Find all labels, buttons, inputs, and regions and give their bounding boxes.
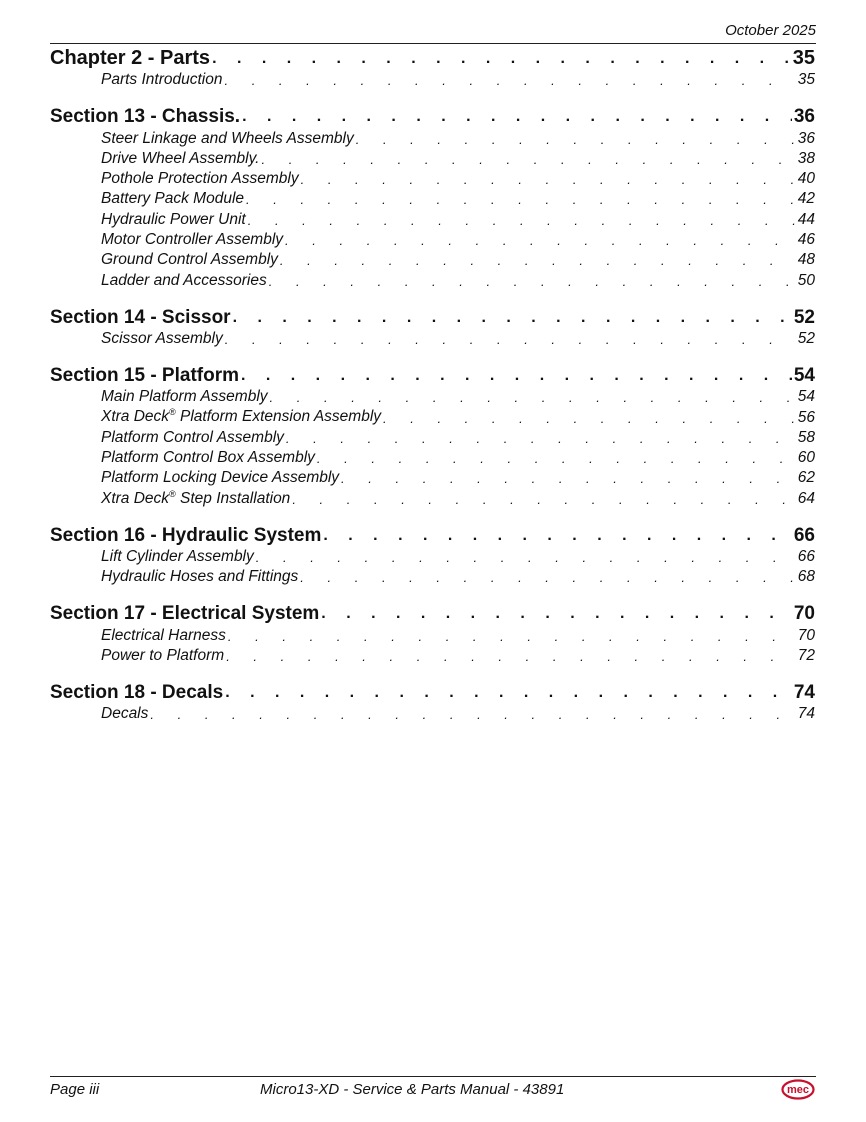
- toc-entry[interactable]: Xtra Deck® Step Installation . . . 64: [50, 488, 815, 508]
- toc-section-heading[interactable]: Section 13 - Chassis. . . . 36: [50, 105, 815, 128]
- toc-entry[interactable]: Electrical Harness . . . 70: [50, 625, 815, 645]
- toc-entry[interactable]: Hydraulic Power Unit . . . 44: [50, 209, 815, 229]
- toc-entry[interactable]: Ground Control Assembly . . . 48: [50, 250, 815, 270]
- toc-entry[interactable]: Platform Control Assembly . . . 58: [50, 428, 815, 448]
- toc-entry[interactable]: Hydraulic Hoses and Fittings . . . 68: [50, 567, 815, 587]
- toc-entry[interactable]: Parts Introduction . . . 35: [50, 70, 815, 90]
- toc-section-14: [50, 306, 815, 349]
- toc-entry[interactable]: Motor Controller Assembly . . . 46: [50, 230, 815, 250]
- toc-section-18: [50, 681, 815, 724]
- toc-section-heading[interactable]: Section 14 - Scissor . . . 52: [50, 306, 815, 329]
- toc-entry[interactable]: Battery Pack Module . . . 42: [50, 189, 815, 209]
- manual-title: Micro13-XD - Service & Parts Manual - 43891: [260, 1081, 565, 1098]
- toc-entry[interactable]: Main Platform Assembly . . . 54: [50, 387, 815, 407]
- registered-mark: ®: [169, 488, 176, 499]
- toc-section-heading[interactable]: Section 16 - Hydraulic System . . . 66: [50, 524, 815, 547]
- toc-entry[interactable]: Steer Linkage and Wheels Assembly . . . 36: [50, 128, 815, 148]
- toc-entry[interactable]: Pothole Protection Assembly . . . 40: [50, 169, 815, 189]
- toc-section-13: [50, 105, 815, 290]
- toc-section-heading[interactable]: Section 17 - Electrical System . . . 70: [50, 602, 815, 625]
- page-number: Page iii: [50, 1081, 100, 1098]
- toc-section-16: [50, 524, 815, 588]
- toc-entry[interactable]: Power to Platform . . . 72: [50, 646, 815, 666]
- mec-logo: [781, 1079, 815, 1100]
- toc-section-heading[interactable]: Section 18 - Decals . . . 74: [50, 681, 815, 704]
- header-rule: [50, 43, 816, 44]
- toc-entry[interactable]: Platform Control Box Assembly . . . 60: [50, 448, 815, 468]
- toc-entry[interactable]: Lift Cylinder Assembly . . . 66: [50, 547, 815, 567]
- toc-chapter-2: [50, 47, 815, 90]
- mec-logo-text: mec: [786, 1084, 810, 1097]
- table-of-contents: [50, 47, 815, 739]
- toc-entry[interactable]: Drive Wheel Assembly. . . . 38: [50, 149, 815, 169]
- toc-section-15: [50, 364, 815, 509]
- toc-entry[interactable]: Ladder and Accessories . . . 50: [50, 270, 815, 290]
- toc-entry[interactable]: Decals . . . 74: [50, 704, 815, 724]
- toc-section-heading[interactable]: Section 15 - Platform . . . 54: [50, 364, 815, 387]
- toc-entry[interactable]: Platform Locking Device Assembly . . . 62: [50, 468, 815, 488]
- footer-rule: [50, 1076, 816, 1077]
- registered-mark: ®: [169, 407, 176, 418]
- toc-entry[interactable]: Scissor Assembly . . . 52: [50, 329, 815, 349]
- toc-entry[interactable]: Xtra Deck® Platform Extension Assembly . . . 56: [50, 407, 815, 427]
- toc-section-17: [50, 602, 815, 666]
- document-date: October 2025: [725, 22, 816, 39]
- toc-chapter-heading[interactable]: Chapter 2 - Parts . . . 35: [50, 47, 815, 70]
